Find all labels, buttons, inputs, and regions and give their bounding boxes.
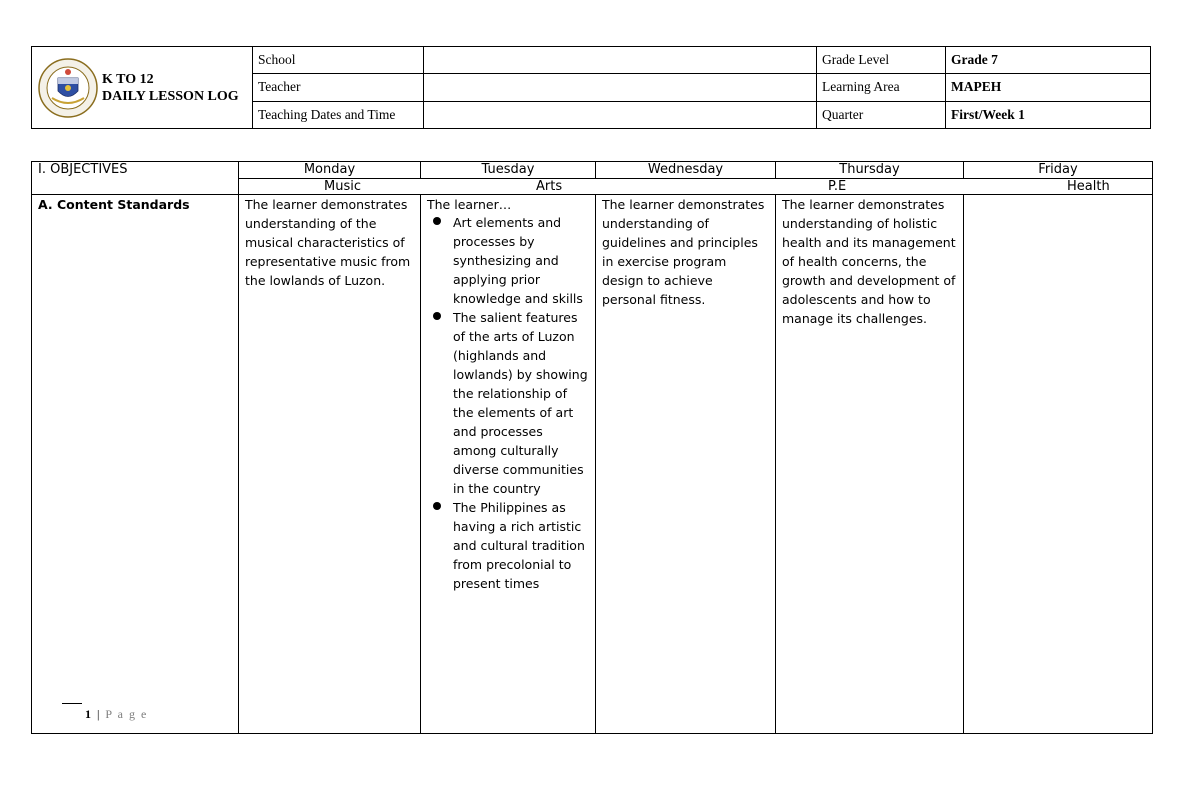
teacher-label: Teacher xyxy=(253,74,424,101)
content-standards-label: A. Content Standards xyxy=(32,194,239,733)
school-field[interactable] xyxy=(424,47,817,74)
footer-divider xyxy=(62,703,82,704)
subject-row xyxy=(239,178,1153,194)
thursday-content: The learner demonstrates understanding of holistic health and its management of health concerns, the growth and development of adolescents and how to manage its challenges. xyxy=(776,194,964,733)
grade-level-value[interactable]: Grade 7 xyxy=(946,47,1151,74)
log-title-line2: DAILY LESSON LOG xyxy=(102,88,239,104)
friday-content xyxy=(964,194,1153,733)
logo-cell xyxy=(32,47,253,129)
monday-content: The learner demonstrates understanding of the musical characteristics of representative music from the lowlands of Luzon. xyxy=(239,194,421,733)
teaching-dates-label: Teaching Dates and Time xyxy=(253,101,424,128)
day-header-friday: Friday xyxy=(964,162,1153,179)
quarter-label: Quarter xyxy=(817,101,946,128)
subject-arts: Arts xyxy=(536,178,563,194)
header-table xyxy=(31,46,1151,129)
day-header-monday: Monday xyxy=(239,162,421,179)
tuesday-intro: The learner… xyxy=(427,196,512,212)
subject-pe: P.E xyxy=(828,178,847,194)
log-title-line1: K TO 12 xyxy=(102,71,154,87)
teaching-dates-field[interactable] xyxy=(424,101,817,128)
day-header-tuesday: Tuesday xyxy=(421,162,596,179)
list-item: The salient features of the arts of Luzon (highlands and lowlands) by showing the relationship of the elements of art and processes among culturally diverse communities in the country xyxy=(427,308,589,498)
quarter-value[interactable]: First/Week 1 xyxy=(946,101,1151,128)
subject-row-spacer xyxy=(32,178,239,194)
bullet-icon xyxy=(433,217,441,225)
page-label: P a g e xyxy=(105,707,148,721)
bullet-icon xyxy=(433,502,441,510)
school-label: School xyxy=(253,47,424,74)
list-item: The Philippines as having a rich artistic and cultural tradition from precolonial to present times xyxy=(427,498,589,593)
page-footer: 1 | P a g e xyxy=(85,707,148,721)
teacher-field[interactable] xyxy=(424,74,817,101)
learning-area-value[interactable]: MAPEH xyxy=(946,74,1151,101)
bullet-icon xyxy=(433,312,441,320)
learning-area-label: Learning Area xyxy=(817,74,946,101)
wednesday-content: The learner demonstrates understanding of guidelines and principles in exercise program design to achieve personal fitness. xyxy=(596,194,776,733)
tuesday-bullet-list xyxy=(427,213,589,593)
deped-seal-icon xyxy=(38,58,98,118)
day-header-wednesday: Wednesday xyxy=(596,162,776,179)
grade-level-label: Grade Level xyxy=(817,47,946,74)
page-number: 1 xyxy=(85,707,93,721)
subject-music: Music xyxy=(324,178,361,194)
objectives-table xyxy=(31,161,1153,734)
objectives-heading: I. OBJECTIVES xyxy=(32,162,239,179)
tuesday-content xyxy=(421,194,596,733)
list-item: Art elements and processes by synthesizing and applying prior knowledge and skills xyxy=(427,213,589,308)
subject-health: Health xyxy=(1067,178,1110,194)
day-header-thursday: Thursday xyxy=(776,162,964,179)
